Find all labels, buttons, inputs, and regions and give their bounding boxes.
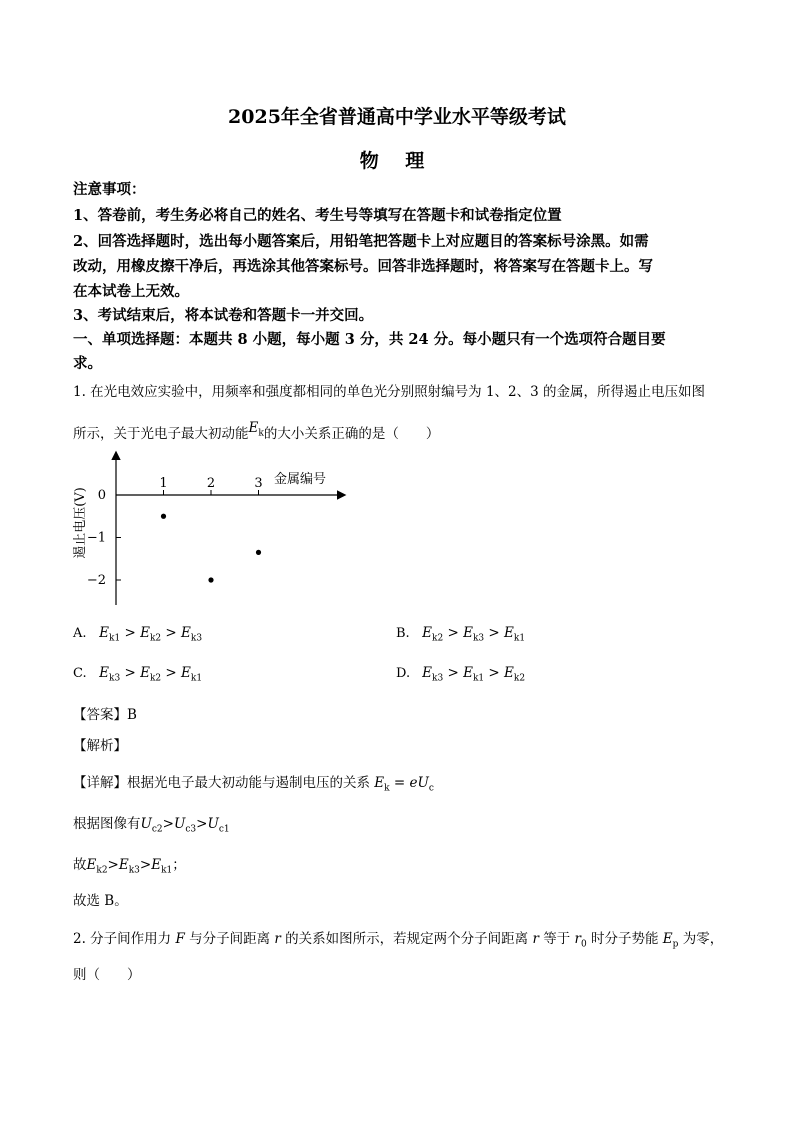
q2-symbol-f: F <box>171 931 190 947</box>
data-point <box>208 577 213 582</box>
q2-text-d: 等于 <box>543 931 571 947</box>
q2-text-b: 与分子间距离 <box>189 931 271 947</box>
notice-item-3: 3、考试结束后，将本试卷和答题卡一并交回。 <box>73 307 374 324</box>
exam-title: 2025年全省普通高中学业水平等级考试 <box>228 106 566 128</box>
q2-text-f: 为零， <box>682 931 724 947</box>
option-b[interactable] <box>396 625 525 644</box>
x-tick-label: 1 <box>159 476 168 491</box>
q2-stem-line1 <box>73 927 723 950</box>
option-a-text: $E_{k1} > E_{k2} > E_{k3}$ <box>99 625 203 644</box>
ek-symbol: $E_k$ <box>248 420 264 439</box>
notice-item-2-end: 在本试卷上无效。 <box>73 283 189 300</box>
x-tick-label: 3 <box>254 476 263 491</box>
q1-step3 <box>73 853 186 876</box>
q1-conclusion: 故选 B。 <box>73 893 128 909</box>
q1-analysis: 【解析】 <box>73 738 127 754</box>
q2-symbol-r: r <box>270 931 286 947</box>
q1-detail-text: 【详解】根据光电子最大初动能与遏制电压的关系 <box>73 775 370 791</box>
section-heading: 一、单项选择题：本题共 8 小题，每小题 3 分，共 24 分。每小题只有一个选项符合题目要 <box>73 331 666 348</box>
data-point <box>256 550 261 555</box>
option-b-label: B. <box>396 626 410 641</box>
subject-title: 物 理 <box>359 150 435 172</box>
x-axis-label: 金属编号 <box>274 472 327 487</box>
q2-text-e: 时分子势能 <box>591 931 659 947</box>
option-b-text: $E_{k2} > E_{k3} > E_{k1}$ <box>422 625 526 644</box>
q1-step2-text: 根据图像有 <box>73 816 141 832</box>
q1-step3-text: 故 <box>73 857 87 873</box>
q2-symbol-r0: $r_0$ <box>570 931 587 950</box>
y-tick-label: −2 <box>86 573 106 588</box>
notice-item-1: 1、答卷前，考生务必将自己的姓名、考生号等填写在答题卡和试卷指定位置 <box>73 207 562 224</box>
q1-step3-end: ； <box>172 857 186 873</box>
y-tick-label: −1 <box>86 530 106 546</box>
notice-item-2: 2、回答选择题时，选出每小题答案后，用铅笔把答题卡上对应题目的答案标号涂黑。如需 <box>73 233 649 250</box>
q2-symbol-r2: r <box>528 931 544 947</box>
q1-detail-formula: $E_k = eU_c$ <box>370 775 434 794</box>
option-c[interactable] <box>73 665 202 684</box>
option-c-text: $E_{k3} > E_{k2} > E_{k1}$ <box>99 665 203 684</box>
notice-heading: 注意事项： <box>73 181 146 198</box>
q1-stem-pre: 所示，关于光电子最大初动能 <box>73 426 249 442</box>
q2-symbol-ep: $E_p$ <box>658 931 679 950</box>
option-d-text: $E_{k3} > E_{k1} > E_{k2}$ <box>422 665 526 684</box>
q1-stem-line1: 1. 在光电效应实验中，用频率和强度都相同的单色光分别照射编号为 1、2、3 的金属，所得遏止电压如图 <box>73 384 706 400</box>
q1-stem-line2 <box>73 422 439 445</box>
q2-stem-line2: 则（ ） <box>73 967 141 983</box>
option-c-label: C. <box>73 666 87 681</box>
y-tick-label: 0 <box>97 488 106 503</box>
q1-step3-formula: $E_{k2}>E_{k3}>E_{k1}$ <box>86 857 173 876</box>
option-a[interactable] <box>73 625 202 644</box>
q1-answer: 【答案】B <box>73 707 137 723</box>
q1-stem-post: 的大小关系正确的是（ ） <box>263 426 440 442</box>
stopping-voltage-chart <box>62 447 362 612</box>
q1-step2-formula: $U_{c2}>U_{c3}>U_{c1}$ <box>140 816 230 835</box>
option-a-label: A. <box>73 626 87 641</box>
option-d[interactable] <box>396 665 525 684</box>
q1-step2 <box>73 812 230 835</box>
q2-text-a: 2. 分子间作用力 <box>73 931 172 947</box>
section-heading-cont: 求。 <box>73 355 102 372</box>
notice-item-2-cont: 改动，用橡皮擦干净后，再选涂其他答案标号。回答非选择题时，将答案写在答题卡上。写 <box>73 258 653 275</box>
data-point <box>161 514 166 519</box>
y-axis-label: 遏止电压(V) <box>73 487 88 559</box>
q1-detail <box>73 771 434 794</box>
x-tick-label: 2 <box>206 476 216 491</box>
q2-text-c: 的关系如图所示，若规定两个分子间距离 <box>285 931 529 947</box>
option-d-label: D. <box>396 666 411 681</box>
